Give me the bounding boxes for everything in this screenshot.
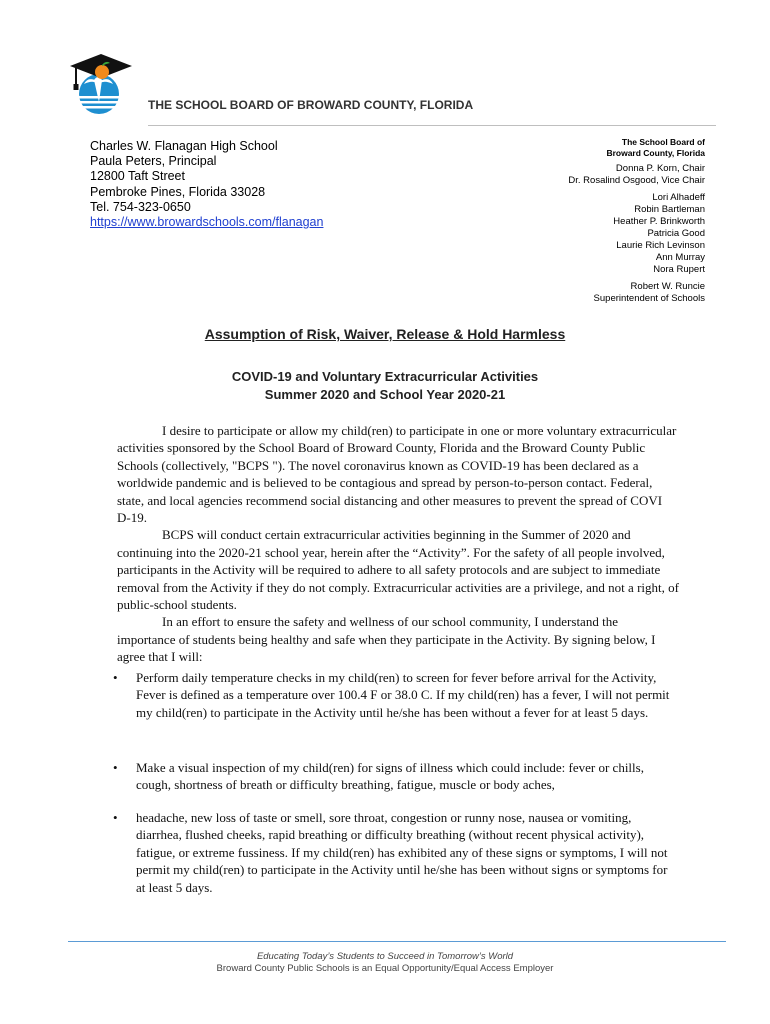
paragraph-intro: I desire to participate or allow my child(ren) to participate in one or more voluntary extracurricular activities sponsored by the School Board of Broward County, Florida and the Broward County Public Schools (collectively, "BCPS "). The novel coronavirus known as COVID-19 has been declared as a worldwide pandemic and is believed to be contagious and spread by person-to-person contact. Federal, state, and local agencies recommend social distancing and other measures to prevent the spread of COVI D-19. xyxy=(117,423,677,526)
school-board-logo xyxy=(68,52,134,118)
footer-divider xyxy=(68,941,726,942)
board-chair: Donna P. Korn, Chair xyxy=(615,163,705,174)
board-member: Nora Rupert xyxy=(653,264,705,275)
bullet-marker: • xyxy=(113,760,118,775)
bullet-marker: • xyxy=(113,810,118,825)
document-title: Assumption of Risk, Waiver, Release & Hold Harmless xyxy=(204,326,566,342)
city-address: Pembroke Pines, Florida 33028 xyxy=(90,184,266,199)
board-heading-line2: Broward County, Florida xyxy=(606,147,705,158)
bullet-text: Make a visual inspection of my child(ren) for signs of illness which could include: fever or chills, cough, shortness of breath or difficulty breathing, fatigue, muscle or body aches, xyxy=(136,760,644,793)
school-name: Charles W. Flanagan High School xyxy=(90,139,278,153)
board-heading-line1: The School Board of xyxy=(621,137,705,147)
document-subtitle xyxy=(0,368,770,403)
board-title: THE SCHOOL BOARD OF BROWARD COUNTY, FLORIDA xyxy=(148,98,474,112)
board-member: Ann Murray xyxy=(655,252,705,263)
principal-name: Paula Peters, Principal xyxy=(90,154,217,169)
bullet-marker: • xyxy=(113,670,118,685)
bullet-list-item xyxy=(113,759,679,794)
paragraph-activity: BCPS will conduct certain extracurricular activities beginning in the Summer of 2020 and continuing into the 2020-21 school year, herein after the “Activity”. For the safety of all people involved, participants in the Activity will be required to adhere to all safety protocols and are subject to immediate removal from the Activity if they do not comply. Extracurricular activities are a privilege, and not a right, of public-school students. xyxy=(117,527,679,613)
board-member: Patricia Good xyxy=(647,228,705,239)
footer-eeo-statement: Broward County Public Schools is an Equal Opportunity/Equal Access Employer xyxy=(216,963,554,974)
bullet-text: headache, new loss of taste or smell, sore throat, congestion or runny nose, nausea or vomiting, diarrhea, flushed cheeks, rapid breathing or difficulty breathing (without recent physical activity), fatigue, or extreme fussiness. If my child(ren) has exhibited any of these signs or symptoms, I will not permit my child(ren) to participate in the Activity until he/she has been without signs or symptoms for at least 5 days. xyxy=(136,810,668,895)
phone-number: Tel. 754-323-0650 xyxy=(90,199,191,214)
bullet-text: Perform daily temperature checks in my child(ren) to screen for fever before arrival for the Activity, Fever is defined as a temperature over 100.4 F or 38.0 C. If my child(ren) has a fever, I will not permit my child(ren) to participate in the Activity until he/she has been without a fever for at least 5 days. xyxy=(136,670,670,720)
school-address-block xyxy=(90,139,323,230)
bullet-list-item xyxy=(113,669,679,721)
board-member: Lori Alhadeff xyxy=(652,192,705,203)
superintendent-name: Robert W. Runcie xyxy=(630,281,705,292)
board-member: Heather P. Brinkworth xyxy=(613,216,705,227)
board-member: Robin Bartleman xyxy=(634,204,705,215)
bullet-list-item xyxy=(113,809,679,896)
document-body xyxy=(117,422,679,666)
footer-tagline: Educating Today’s Students to Succeed in Tomorrow’s World xyxy=(256,951,514,962)
board-vice-chair: Dr. Rosalind Osgood, Vice Chair xyxy=(568,175,705,186)
superintendent-title: Superintendent of Schools xyxy=(593,293,705,304)
school-website-link[interactable]: https://www.browardschools.com/flanagan xyxy=(90,215,324,230)
footer xyxy=(0,951,770,975)
paragraph-agreement: In an effort to ensure the safety and wellness of our school community, I understand the importance of students being healthy and safe when they participate in the Activity. By signing below, I agree that I will: xyxy=(117,614,656,665)
subtitle-line-1: COVID-19 and Voluntary Extracurricular Activities xyxy=(231,369,539,384)
street-address: 12800 Taft Street xyxy=(90,169,185,184)
board-member: Laurie Rich Levinson xyxy=(616,240,705,251)
header-divider xyxy=(148,125,716,126)
board-members-list xyxy=(568,137,705,305)
subtitle-line-2: Summer 2020 and School Year 2020-21 xyxy=(264,386,506,402)
